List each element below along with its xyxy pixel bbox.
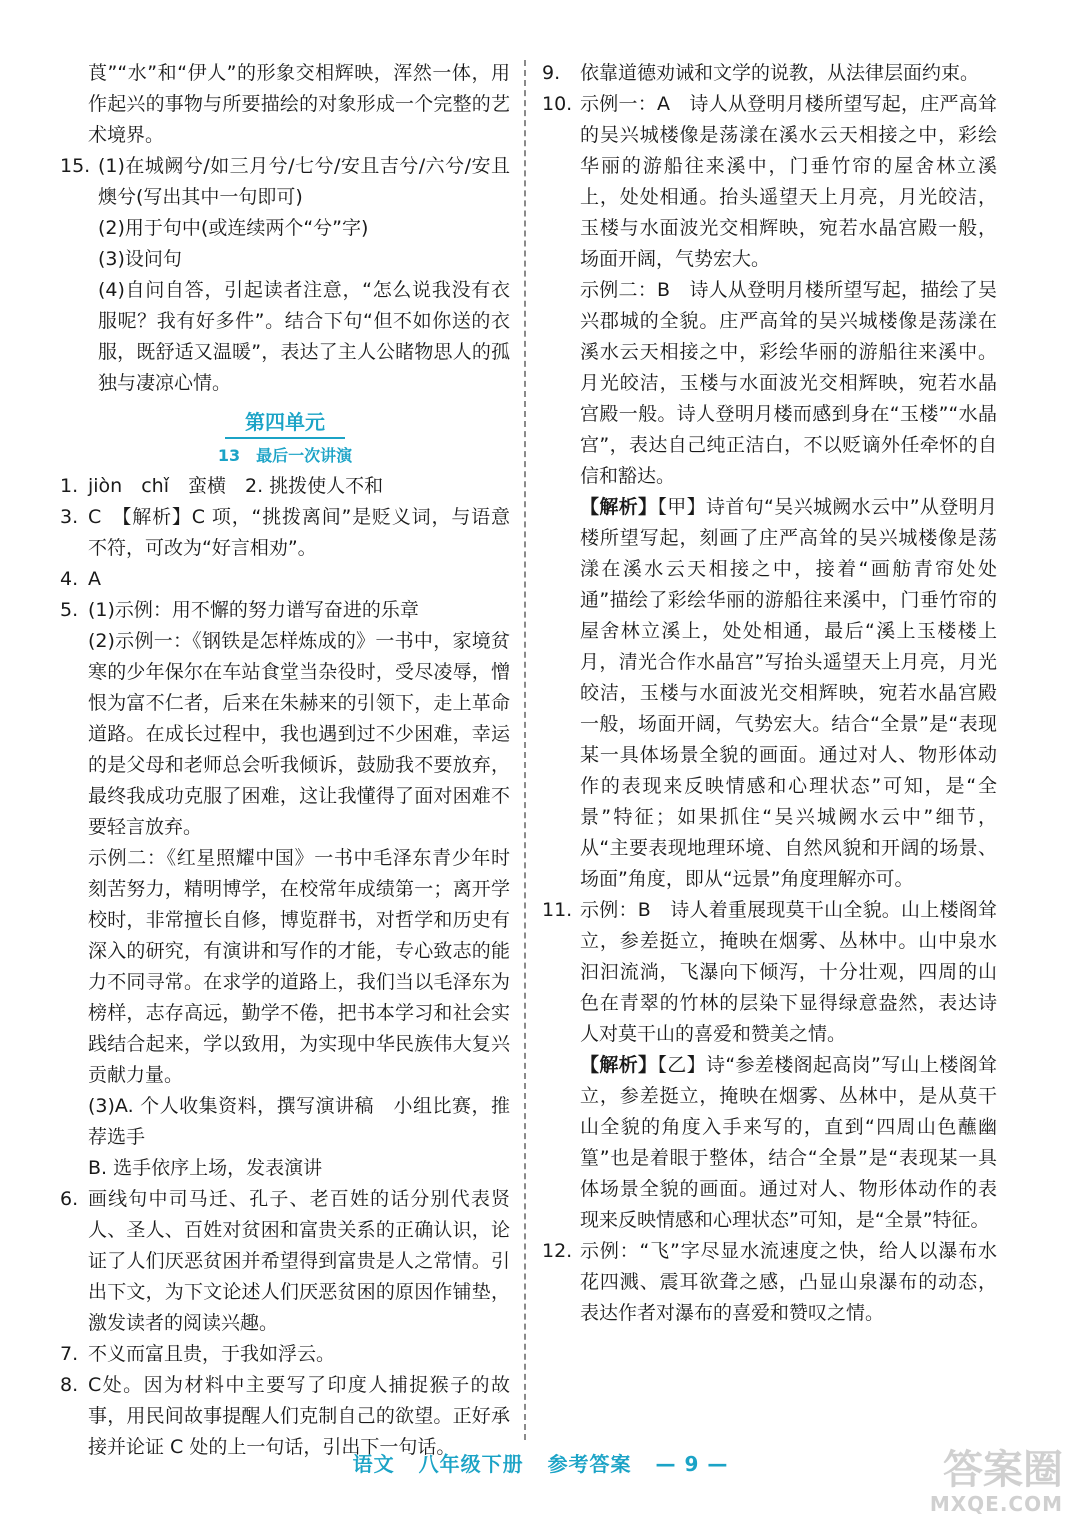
q12-number: 12. bbox=[542, 1240, 573, 1262]
watermark-logo bbox=[883, 1448, 1063, 1528]
q14-continuation: 莨”“水”和“伊人”的形象交相辉映，浑然一体，用作起兴的事物与所要描绘的对象形成一个完整的艺术境界。 bbox=[88, 62, 510, 146]
q6-answer: 画线句中司马迁、孔子、老百姓的话分别代表贤人、圣人、百姓对贫困和富贵关系的正确认识，论证了人们厌恶贫困并希望得到富贵是人之常情。引出下文，为下文论述人们厌恶贫困的原因作铺垫，激发读者的阅读兴趣。 bbox=[88, 1188, 510, 1334]
q10 bbox=[542, 89, 997, 895]
q11-number: 11. bbox=[542, 899, 573, 921]
q9-number: 9. bbox=[542, 62, 561, 84]
unit-title: 第四单元 bbox=[225, 407, 345, 439]
q6-number: 6. bbox=[60, 1188, 79, 1210]
q4-answer: A bbox=[88, 568, 101, 590]
q5-number: 5. bbox=[60, 599, 79, 621]
q4 bbox=[60, 564, 510, 595]
q1-answer: jiòn chǐ 蛮横 2. 挑拨使人不和 bbox=[88, 475, 384, 497]
q9-answer: 依靠道德劝诫和文学的说教，从法律层面约束。 bbox=[580, 62, 980, 84]
q15 bbox=[60, 151, 510, 399]
watermark-main: 答案圈 bbox=[943, 1447, 1063, 1493]
q15-answer-1: (1)在城阙兮/如三月兮/七兮/安且吉兮/六兮/安且燠兮(写出其中一句即可) bbox=[98, 155, 510, 208]
page-number: — 9 — bbox=[655, 1452, 729, 1476]
q10-analysis bbox=[580, 492, 997, 895]
unit-heading bbox=[60, 407, 510, 439]
q5 bbox=[60, 595, 510, 1184]
q10-analysis-tag: 【解析】 bbox=[580, 496, 658, 518]
right-column bbox=[542, 58, 997, 1329]
footer-grade: 八年级下册 bbox=[418, 1452, 524, 1476]
q5-answer-1: (1)示例：用不懈的努力谱写奋进的乐章 bbox=[88, 599, 419, 621]
q7 bbox=[60, 1339, 510, 1370]
q5-answer-4: (3)A. 个人收集资料，撰写演讲稿 小组比赛，推荐选手 bbox=[88, 1095, 510, 1148]
q3 bbox=[60, 502, 510, 564]
lesson-title: 13 最后一次讲演 bbox=[217, 446, 353, 465]
q4-number: 4. bbox=[60, 568, 79, 590]
footer-subject: 语文 bbox=[352, 1452, 395, 1476]
q1-number: 1. bbox=[60, 475, 79, 497]
q5-answer-3: 示例二：《红星照耀中国》一书中毛泽东青少年时刻苦努力，精明博学，在校常年成绩第一；离开学校时，非常擅长自修，博览群书，对哲学和历史有深入的研究，有演讲和写作的才能，专心致志的能力不同寻常。在求学的道路上，我们当以毛泽东为榜样，志存高远，勤学不倦，把书本学习和社会实践结合起来，学以致用，为实现中华民族伟大复兴贡献力量。 bbox=[88, 847, 510, 1086]
footer-answers: 参考答案 bbox=[547, 1452, 632, 1476]
q1 bbox=[60, 471, 510, 502]
q15-number: 15. bbox=[60, 155, 91, 177]
q7-answer: 不义而富且贵，于我如浮云。 bbox=[88, 1343, 336, 1365]
q8-answer: C处。因为材料中主要写了印度人捕捉猴子的故事，用民间故事提醒人们克制自己的欲望。正好承接并论证 C 处的上一句话，引出下一句话。 bbox=[88, 1374, 510, 1458]
q9 bbox=[542, 58, 997, 89]
q3-number: 3. bbox=[60, 506, 79, 528]
q15-answer-2: (2)用于句中(或连续两个“兮”字) bbox=[98, 217, 369, 239]
q11 bbox=[542, 895, 997, 1236]
q11-answer: 示例：B 诗人着重展现莫干山全貌。山上楼阁耸立，参差挺立，掩映在烟雾、丛林中。山中泉水汩汩流淌，飞瀑向下倾泻，十分壮观，四周的山色在青翠的竹林的层染下显得绿意盎然，表达诗人对莫干山的喜爱和赞美之情。 bbox=[580, 899, 997, 1045]
q7-number: 7. bbox=[60, 1343, 79, 1365]
q10-number: 10. bbox=[542, 93, 573, 115]
q10-analysis-text: 【甲】诗首句“吴兴城阙水云中”从登明月楼所望写起，刻画了庄严高耸的吴兴城楼像是荡漾在溪水云天相接之中，接着“画舫青帘处处通”描绘了彩绘华丽的游船往来溪中，门垂竹帘的屋舍林立溪上，处处相通，最后“溪上玉楼楼上月，清光合作水晶宫”写抬头遥望天上月亮，月光皎洁，玉楼与水面波光交相辉映，宛若水晶宫殿一般，场面开阔，气势宏大。结合“全景”是“表现某一具体场景全貌的画面。通过对人、物形体动作的表现来反映情感和心理状态”可知，是“全景”特征；如果抓住“吴兴城阙水云中”细节，从“主要表现地理环境、自然风貌和开阔的场景、场面”角度，即从“远景”角度理解亦可。 bbox=[580, 496, 997, 890]
q15-answer-4: (4)自问自答，引起读者注意，“怎么说我没有衣服呢？我有好多件”。结合下句“但不如你送的衣服，既舒适又温暖”，表达了主人公睹物思人的孤独与凄凉心情。 bbox=[98, 279, 510, 394]
q12 bbox=[542, 1236, 997, 1329]
q10-example-2: 示例二：B 诗人从登明月楼所望写起，描绘了吴兴郡城的全貌。庄严高耸的吴兴城楼像是荡漾在溪水云天相接之中，彩绘华丽的游船往来溪中。月光皎洁，玉楼与水面波光交相辉映，宛若水晶宫殿一般。诗人登明月楼而感到身在“玉楼”“水晶宫”，表达自己纯正洁白，不以贬谪外任牵怀的自信和豁达。 bbox=[580, 279, 997, 487]
q5-answer-2: (2)示例一：《钢铁是怎样炼成的》一书中，家境贫寒的少年保尔在车站食堂当杂役时，受尽凌辱，憎恨为富不仁者，后来在朱赫来的引领下，走上革命道路。在成长过程中，我也遇到过不少困难，幸运的是父母和老师总会听我倾诉，鼓励我不要放弃，最终我成功克服了困难，这让我懂得了面对困难不要轻言放弃。 bbox=[88, 630, 510, 838]
q11-analysis-tag: 【解析】 bbox=[580, 1054, 658, 1076]
left-column bbox=[60, 58, 510, 1463]
q15-answer-3: (3)设问句 bbox=[98, 248, 182, 270]
q11-analysis bbox=[580, 1050, 997, 1236]
q11-analysis-text: 【乙】诗“参差楼阁起高岗”写山上楼阁耸立，参差挺立，掩映在烟雾、丛林中，是从莫干山全貌的角度入手来写的，直到“四周山色蘸幽篁”也是着眼于整体，结合“全景”是“表现某一具体场景全貌的画面。通过对人、物形体动作的表现来反映情感和心理状态”可知，是“全景”特征。 bbox=[580, 1054, 997, 1231]
q8-number: 8. bbox=[60, 1374, 79, 1396]
q12-answer: 示例：“飞”字尽显水流速度之快，给人以瀑布水花四溅、震耳欲聋之感，凸显山泉瀑布的动态，表达作者对瀑布的喜爱和赞叹之情。 bbox=[580, 1240, 997, 1324]
q5-answer-5: B. 选手依序上场，发表演讲 bbox=[88, 1157, 323, 1179]
q3-answer: C 【解析】C 项，“挑拨离间”是贬义词，与语意不符，可改为“好言相劝”。 bbox=[88, 506, 510, 559]
q10-example-1: 示例一：A 诗人从登明月楼所望写起，庄严高耸的吴兴城楼像是荡漾在溪水云天相接之中，彩绘华丽的游船往来溪中，门垂竹帘的屋舍林立溪上，处处相通。抬头遥望天上月亮，月光皎洁，玉楼与水面波光交相辉映，宛若水晶宫殿一般，场面开阔，气势宏大。 bbox=[580, 93, 997, 270]
watermark-sub: MXQE.COM bbox=[929, 1492, 1063, 1516]
q6 bbox=[60, 1184, 510, 1339]
column-divider bbox=[524, 60, 526, 1440]
